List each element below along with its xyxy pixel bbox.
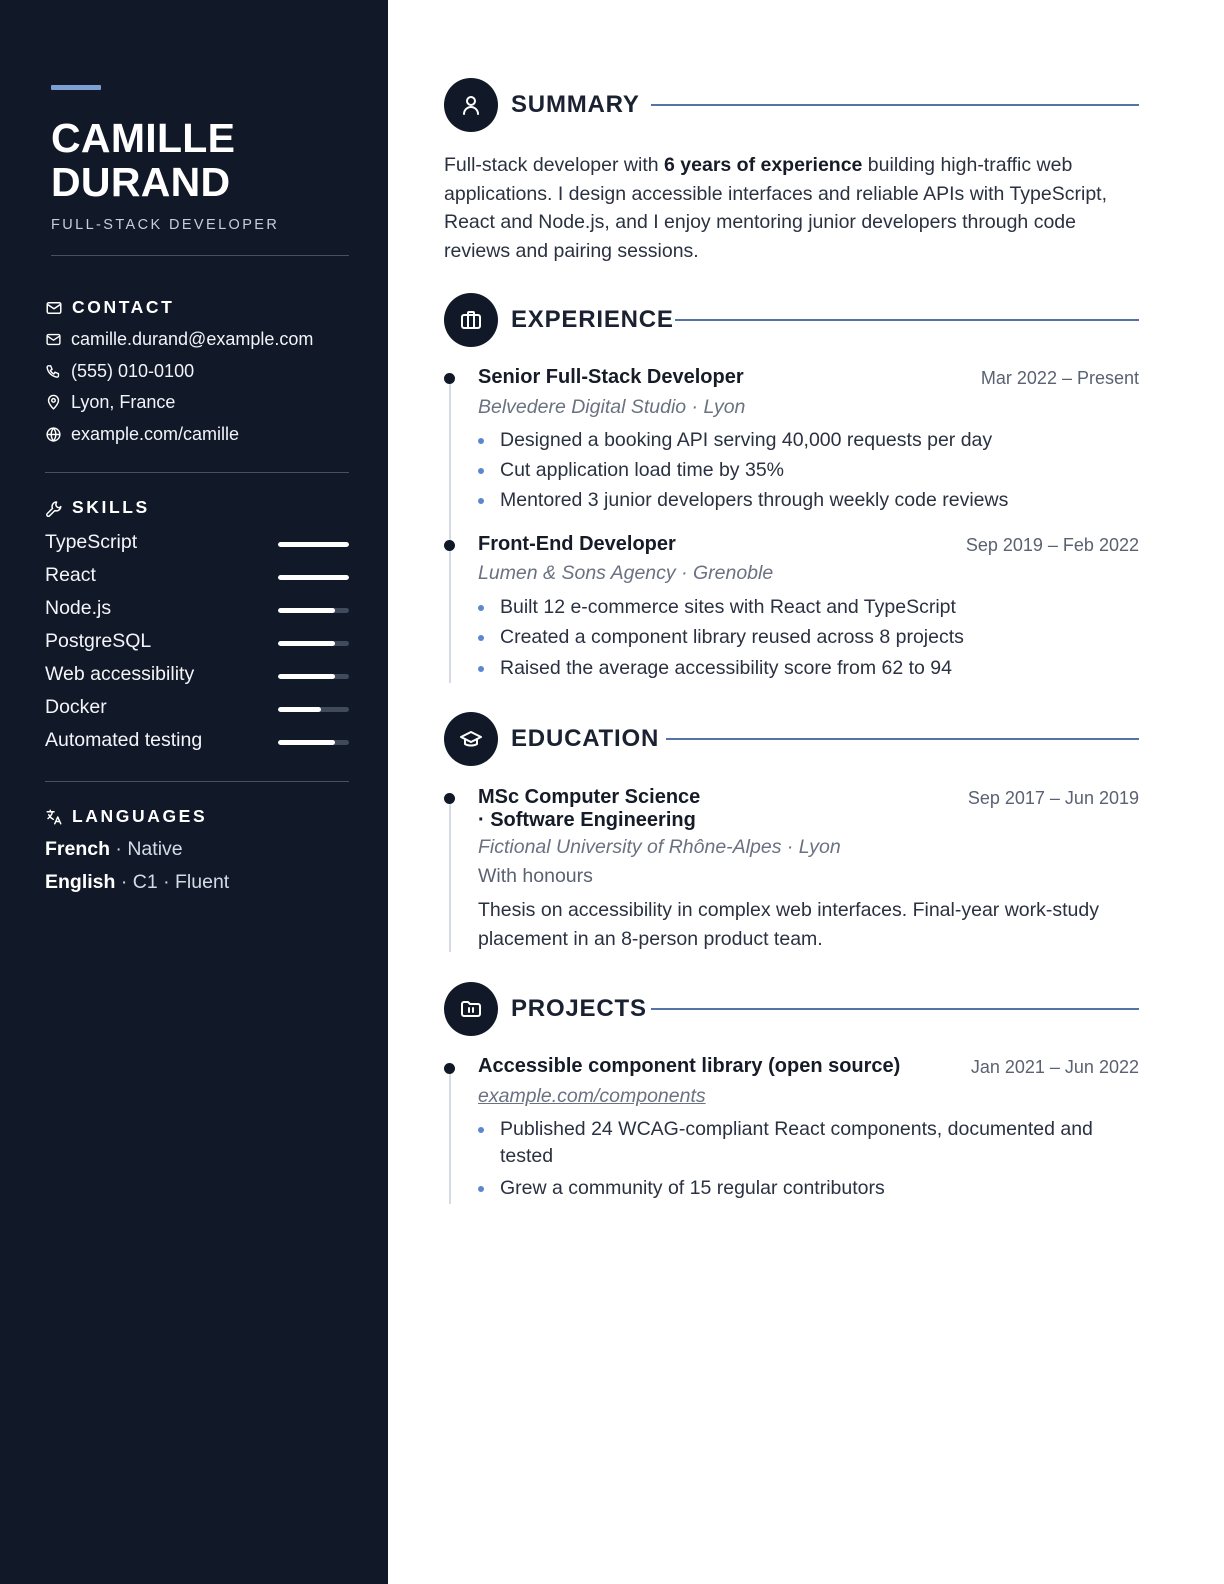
skill-level-fill [278, 542, 349, 547]
job-dates: Sep 2019 – Feb 2022 [965, 535, 1139, 555]
graduation-cap-icon [459, 727, 483, 751]
divider [45, 781, 349, 782]
language-name: English [45, 871, 116, 893]
bullet-dot [478, 468, 484, 474]
skill-name: Web accessibility [45, 663, 195, 685]
summary-badge [444, 78, 498, 132]
section-rule [666, 738, 1139, 740]
skill-level-bar [278, 608, 349, 613]
language-level: · C1 · Fluent [115, 871, 230, 893]
degree-field: · Software Engineering [478, 809, 696, 831]
skill-level-fill [278, 707, 321, 712]
bullet-dot [478, 498, 484, 504]
skill-item [45, 630, 349, 656]
skill-name: Node.js [45, 597, 112, 619]
contact-phone [45, 361, 194, 382]
bullet-text: Designed a booking API serving 40,000 requests per day [500, 429, 993, 451]
education-badge [444, 712, 498, 766]
bullet-item [478, 487, 1118, 514]
phone-text: (555) 010-0100 [71, 361, 195, 381]
experience-title: EXPERIENCE [511, 306, 674, 333]
contact-heading [45, 297, 174, 318]
project-link[interactable]: example.com/components [478, 1085, 706, 1107]
skill-item [45, 696, 349, 722]
job-company: Belvedere Digital Studio · Lyon [478, 396, 746, 418]
skills-heading-label: SKILLS [72, 497, 150, 517]
mail-icon [45, 331, 62, 348]
skill-level-bar [278, 707, 349, 712]
skill-level-fill [278, 740, 335, 745]
bullet-item [478, 624, 1118, 651]
section-rule [651, 1008, 1139, 1010]
bullet-item [478, 427, 1118, 454]
project-title: Accessible component library (open source) [478, 1055, 901, 1077]
skill-level-fill [278, 674, 335, 679]
summary-section-header [444, 78, 1139, 132]
bullet-dot [478, 438, 484, 444]
education-title: EDUCATION [511, 725, 660, 752]
skill-name: React [45, 564, 96, 586]
skill-name: Automated testing [45, 729, 203, 751]
wrench-icon [45, 499, 63, 517]
skill-level-fill [278, 641, 335, 646]
skill-level-fill [278, 575, 349, 580]
language-level: · Native [110, 838, 183, 860]
divider [51, 255, 349, 256]
bullet-text: Created a component library reused across 8 projects [500, 626, 964, 648]
phone-icon [45, 363, 62, 380]
bullet-item [478, 457, 1118, 484]
languages-heading [45, 806, 207, 827]
experience-badge [444, 293, 498, 347]
bullet-dot [478, 635, 484, 641]
location-text: Lyon, France [71, 392, 176, 412]
job-role: FULL-STACK DEVELOPER [51, 217, 280, 233]
timeline-dot [444, 1063, 455, 1074]
degree-title: MSc Computer Science [478, 786, 701, 808]
timeline-dot [444, 540, 455, 551]
timeline-dot [444, 793, 455, 804]
bullet-dot [478, 605, 484, 611]
bullet-text: Raised the average accessibility score from 62 to 94 [500, 657, 952, 679]
bullet-dot [478, 1186, 484, 1192]
language-name: French [45, 838, 111, 860]
job-dates: Mar 2022 – Present [980, 368, 1139, 388]
skill-name: PostgreSQL [45, 630, 152, 652]
skill-name: Docker [45, 696, 107, 718]
school-name: Fictional University of Rhône-Alpes · Lyon [478, 836, 841, 858]
name-last: DURAND [51, 159, 231, 205]
bullet-text: Published 24 WCAG-compliant React components, documented and tested [500, 1118, 1093, 1167]
bullet-text: Built 12 e-commerce sites with React and TypeScript [500, 596, 956, 618]
skill-level-fill [278, 608, 335, 613]
projects-badge [444, 982, 498, 1036]
language-item [45, 871, 229, 894]
name-first: CAMILLE [51, 115, 236, 161]
mail-icon [45, 299, 63, 317]
globe-icon [45, 426, 62, 443]
bullet-text: Grew a community of 15 regular contributors [500, 1177, 885, 1199]
project-dates: Jan 2021 – Jun 2022 [970, 1057, 1139, 1077]
contact-email[interactable] [45, 329, 313, 350]
skill-level-bar [278, 641, 349, 646]
translate-icon [45, 808, 63, 826]
education-description: Thesis on accessibility in complex web interfaces. Final-year work-study placement in an 8-person product team. [478, 899, 1099, 950]
contact-location [45, 392, 175, 413]
website-text: example.com/camille [71, 424, 240, 444]
honours: With honours [478, 865, 593, 887]
summary-text-end: building high-traffic web applications. I design accessible interfaces and reliable APIs with TypeScript, React and Node.js, and I enjoy mentoring junior developers through code reviews and pairing sessions. [444, 154, 1107, 262]
skill-level-bar [278, 542, 349, 547]
summary-highlight: 6 years of experience [664, 154, 863, 176]
education-timeline [449, 798, 451, 952]
user-icon [459, 93, 483, 117]
job-title: Front-End Developer [478, 533, 676, 555]
bullet-text: Mentored 3 junior developers through weekly code reviews [500, 489, 1009, 511]
briefcase-icon [459, 308, 483, 332]
skill-item [45, 531, 349, 557]
section-rule [675, 319, 1139, 321]
divider [45, 472, 349, 473]
skill-level-bar [278, 740, 349, 745]
skill-name: TypeScript [45, 531, 138, 553]
name-accent-bar [51, 85, 101, 90]
education-dates: Sep 2017 – Jun 2019 [967, 788, 1139, 808]
skills-heading [45, 497, 150, 518]
language-item [45, 838, 183, 861]
email-text: camille.durand@example.com [71, 329, 314, 349]
skill-level-bar [278, 575, 349, 580]
summary-text-start: Full-stack developer with [444, 154, 665, 176]
projects-title: PROJECTS [511, 995, 647, 1022]
bullet-text: Cut application load time by 35% [500, 459, 784, 481]
bullet-dot [478, 666, 484, 672]
languages-heading-label: LANGUAGES [72, 806, 208, 826]
education-section-header [444, 712, 1139, 766]
bullet-item [478, 655, 1118, 682]
skill-level-bar [278, 674, 349, 679]
skill-item [45, 564, 349, 590]
contact-website[interactable] [45, 424, 239, 445]
projects-timeline [449, 1068, 451, 1204]
job-title: Senior Full-Stack Developer [478, 366, 744, 388]
sidebar [0, 0, 388, 1584]
bullet-dot [478, 1127, 484, 1133]
contact-heading-label: CONTACT [72, 297, 175, 317]
summary-title: SUMMARY [511, 91, 640, 118]
bullet-item [478, 1175, 1118, 1202]
section-rule [651, 104, 1139, 106]
skill-item [45, 663, 349, 689]
experience-section-header [444, 293, 1139, 347]
job-company: Lumen & Sons Agency · Grenoble [478, 562, 774, 584]
map-pin-icon [45, 394, 62, 411]
folder-code-icon [459, 997, 483, 1021]
experience-timeline [449, 379, 451, 683]
bullet-item [478, 594, 1118, 621]
summary-text [444, 151, 1144, 265]
skill-item [45, 729, 349, 755]
timeline-dot [444, 373, 455, 384]
skill-item [45, 597, 349, 623]
candidate-name [51, 116, 235, 204]
projects-section-header [444, 982, 1139, 1036]
bullet-item [478, 1116, 1118, 1170]
